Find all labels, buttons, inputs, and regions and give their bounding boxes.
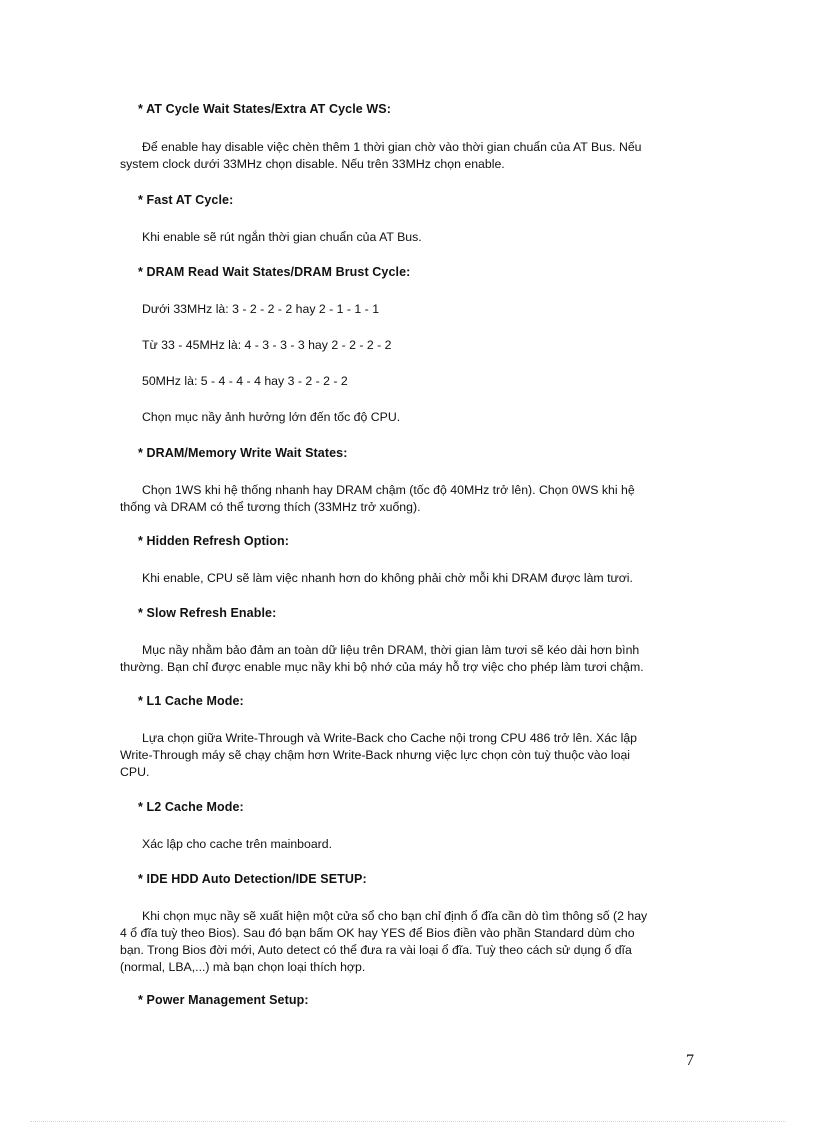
text-line: Write-Through máy sẽ chạy chậm hơn Write-Back nhưng việc lực chọn còn tuỳ thuộc vào loại [120,748,631,762]
section-heading-ide-hdd-auto-detection: * IDE HDD Auto Detection/IDE SETUP: [138,872,367,886]
paragraph-ide-hdd-auto-detection [120,908,647,976]
section-heading-dram-write-wait-states: * DRAM/Memory Write Wait States: [138,446,348,460]
dram-timing-line: Từ 33 - 45MHz là: 4 - 3 - 3 - 3 hay 2 - 2 - 2 - 2 [142,338,392,352]
paragraph-hidden-refresh: Khi enable, CPU sẽ làm việc nhanh hơn do không phải chờ mỗi khi DRAM được làm tươi. [142,571,633,585]
dram-timing-note: Chọn mục nầy ảnh hưởng lớn đến tốc độ CPU. [142,410,401,424]
text-line: Lựa chọn giữa Write-Through và Write-Back cho Cache nội trong CPU 486 trở lên. Xác lập [142,731,638,745]
text-line: Chọn 1WS khi hệ thống nhanh hay DRAM chậm (tốc độ 40MHz trở lên). Chọn 0WS khi hệ [142,483,635,497]
paragraph-fast-at-cycle: Khi enable sẽ rút ngắn thời gian chuẩn của AT Bus. [142,230,422,244]
section-heading-dram-read-wait-states: * DRAM Read Wait States/DRAM Brust Cycle: [138,265,411,279]
page-number: 7 [686,1052,694,1069]
paragraph-slow-refresh [120,642,644,676]
section-heading-at-cycle-wait-states: * AT Cycle Wait States/Extra AT Cycle WS: [138,102,392,116]
text-line: bạn. Trong Bios đời mới, Auto detect có thể đưa ra vài loại ổ đĩa. Tuỳ theo cách sử dụng ổ dĩa [120,943,632,957]
dram-timing-line: 50MHz là: 5 - 4 - 4 - 4 hay 3 - 2 - 2 - 2 [142,374,348,388]
text-line: (normal, LBA,...) mà bạn chọn loại thích hợp. [120,960,366,974]
text-line: system clock dưới 33MHz chọn disable. Nếu trên 33MHz chọn enable. [120,157,505,171]
text-line: Khi chọn mục nầy sẽ xuất hiện một cửa sổ cho bạn chỉ định ổ đĩa cần dò tìm thông số (2 hay [142,909,648,923]
text-line: CPU. [120,765,150,779]
section-heading-power-management-setup: * Power Management Setup: [138,993,309,1007]
paragraph-l1-cache-mode [120,730,637,781]
paragraph-dram-write-wait-states [120,482,635,516]
dram-timing-line: Dưới 33MHz là: 3 - 2 - 2 - 2 hay 2 - 1 - 1 - 1 [142,302,380,316]
text-line: Mục nầy nhằm bảo đảm an toàn dữ liệu trên DRAM, thời gian làm tươi sẽ kéo dài hơn bình [142,643,640,657]
paragraph-at-cycle-wait-states [120,139,642,173]
page-bottom-divider [30,1121,786,1122]
section-heading-fast-at-cycle: * Fast AT Cycle: [138,193,234,207]
section-heading-l1-cache-mode: * L1 Cache Mode: [138,694,244,708]
paragraph-l2-cache-mode: Xác lập cho cache trên mainboard. [142,837,333,851]
text-line: Để enable hay disable việc chèn thêm 1 thời gian chờ vào thời gian chuẩn của AT Bus. Nếu [142,140,642,154]
section-heading-hidden-refresh: * Hidden Refresh Option: [138,534,290,548]
section-heading-slow-refresh: * Slow Refresh Enable: [138,606,277,620]
text-line: thường. Bạn chỉ được enable mục nầy khi bộ nhớ của máy hỗ trợ việc cho phép làm tươi chậm. [120,660,644,674]
section-heading-l2-cache-mode: * L2 Cache Mode: [138,800,244,814]
text-line: 4 ổ đĩa tuỳ theo Bios). Sau đó bạn bấm OK hay YES để Bios điền vào phần Standard dùm cho [120,926,635,940]
text-line: thống và DRAM có thể tương thích (33MHz trở xuống). [120,500,421,514]
